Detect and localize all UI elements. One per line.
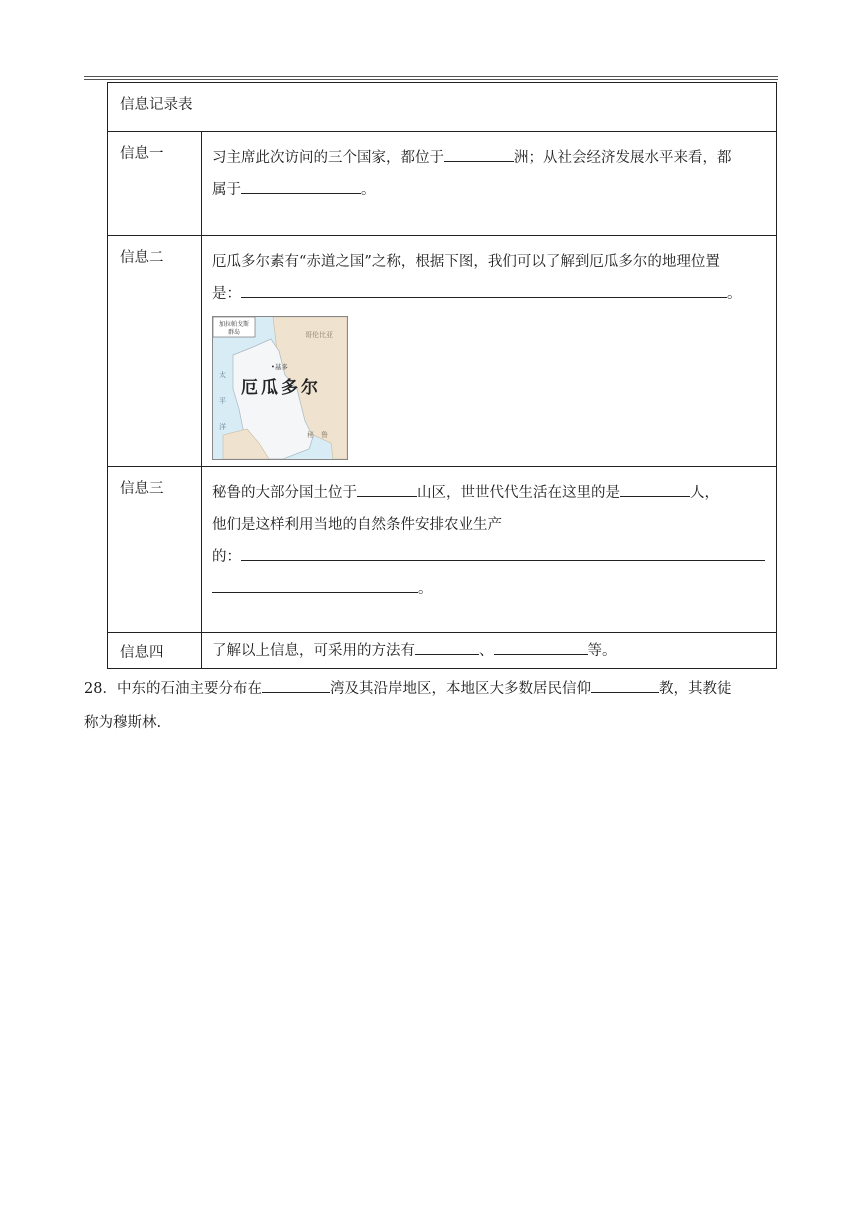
text-segment: 。 (361, 182, 376, 198)
content-line (212, 174, 770, 206)
text-segment: 人， (690, 485, 719, 501)
text-segment: 、 (479, 643, 494, 659)
table-header-row (108, 83, 777, 132)
table-title-text: 信息记录表 (120, 97, 193, 113)
question-line (84, 706, 784, 740)
map-label-ocean-2: 平 (219, 397, 226, 405)
map-label-ocean-1: 太 (219, 371, 226, 379)
answer-blank[interactable] (212, 576, 418, 593)
row-label-cell (108, 467, 202, 633)
table-title (108, 83, 777, 132)
row-label-cell (108, 236, 202, 467)
text-segment: 湾及其沿岸地区，本地区大多数居民信仰 (329, 681, 591, 697)
header-rule-secondary (84, 79, 778, 80)
table-row (108, 132, 777, 236)
row-content-cell (202, 467, 777, 633)
text-segment: 是： (212, 286, 241, 302)
answer-blank[interactable] (415, 638, 479, 655)
row-content-cell (202, 132, 777, 236)
map-label-capital: •基多 (271, 363, 288, 371)
map-label-colombia: 哥伦比亚 (305, 331, 333, 339)
map-label-ocean-3: 洋 (219, 423, 226, 431)
answer-blank[interactable] (241, 281, 727, 298)
text-segment: 等。 (587, 643, 617, 659)
row-label-cell (108, 633, 202, 669)
map-inset-label-1: 加拉帕戈斯 (218, 321, 250, 328)
answer-blank[interactable] (262, 676, 330, 693)
text-segment: 。 (418, 581, 433, 597)
row-content-cell (202, 236, 777, 467)
content-line (212, 509, 770, 541)
map-graphic (213, 317, 347, 459)
text-segment: 称为穆斯林. (84, 715, 162, 731)
content-line (212, 541, 770, 573)
answer-blank[interactable] (444, 145, 514, 162)
row-label-cell (108, 132, 202, 236)
answer-blank[interactable] (241, 544, 765, 561)
question-28 (84, 672, 784, 740)
text-segment: 了解以上信息，可采用的方法有 (212, 643, 415, 659)
text-segment: 教，其教徒 (658, 681, 732, 697)
text-segment: 山区，世世代代生活在这里的是 (417, 485, 620, 501)
answer-blank[interactable] (591, 676, 659, 693)
row-label: 信息四 (120, 645, 164, 661)
text-segment: 他们是这样利用当地的自然条件安排农业生产 (212, 517, 502, 533)
header-rule (84, 76, 778, 77)
answer-blank[interactable] (357, 480, 417, 497)
row-label: 信息二 (120, 250, 164, 266)
text-segment: 秘鲁的大部分国土位于 (212, 485, 357, 501)
text-segment: 的： (212, 549, 241, 565)
content-line (212, 246, 770, 278)
question-number: 28． (84, 681, 117, 697)
map-label-peru: 秘 鲁 (307, 431, 328, 439)
table-row (108, 236, 777, 467)
answer-blank[interactable] (620, 480, 690, 497)
ecuador-map (212, 316, 348, 460)
table-row (108, 467, 777, 633)
text-segment: 中东的石油主要分布在 (116, 681, 262, 697)
text-segment: 。 (727, 286, 742, 302)
info-record-table (107, 82, 777, 669)
map-inset-label-2: 群岛 (227, 329, 241, 336)
row-label: 信息一 (120, 146, 164, 162)
content-line (212, 278, 770, 310)
row-content-cell (202, 633, 777, 669)
content-line (212, 477, 770, 509)
text-segment: 厄瓜多尔素有“赤道之国”之称，根据下图，我们可以了解到厄瓜多尔的地理位置 (212, 254, 720, 270)
answer-blank[interactable] (494, 638, 588, 655)
text-segment: 习主席此次访问的三个国家，都位于 (212, 150, 444, 166)
table-row (108, 633, 777, 669)
text-segment: 属于 (212, 182, 241, 198)
row-label: 信息三 (120, 481, 164, 497)
content-line (212, 573, 770, 605)
answer-blank[interactable] (241, 177, 361, 194)
text-segment: 洲；从社会经济发展水平来看，都 (514, 150, 732, 166)
content-line (212, 635, 770, 667)
content-line (212, 142, 770, 174)
map-label-ecuador: 厄瓜多尔 (241, 378, 321, 398)
question-line (84, 672, 784, 706)
